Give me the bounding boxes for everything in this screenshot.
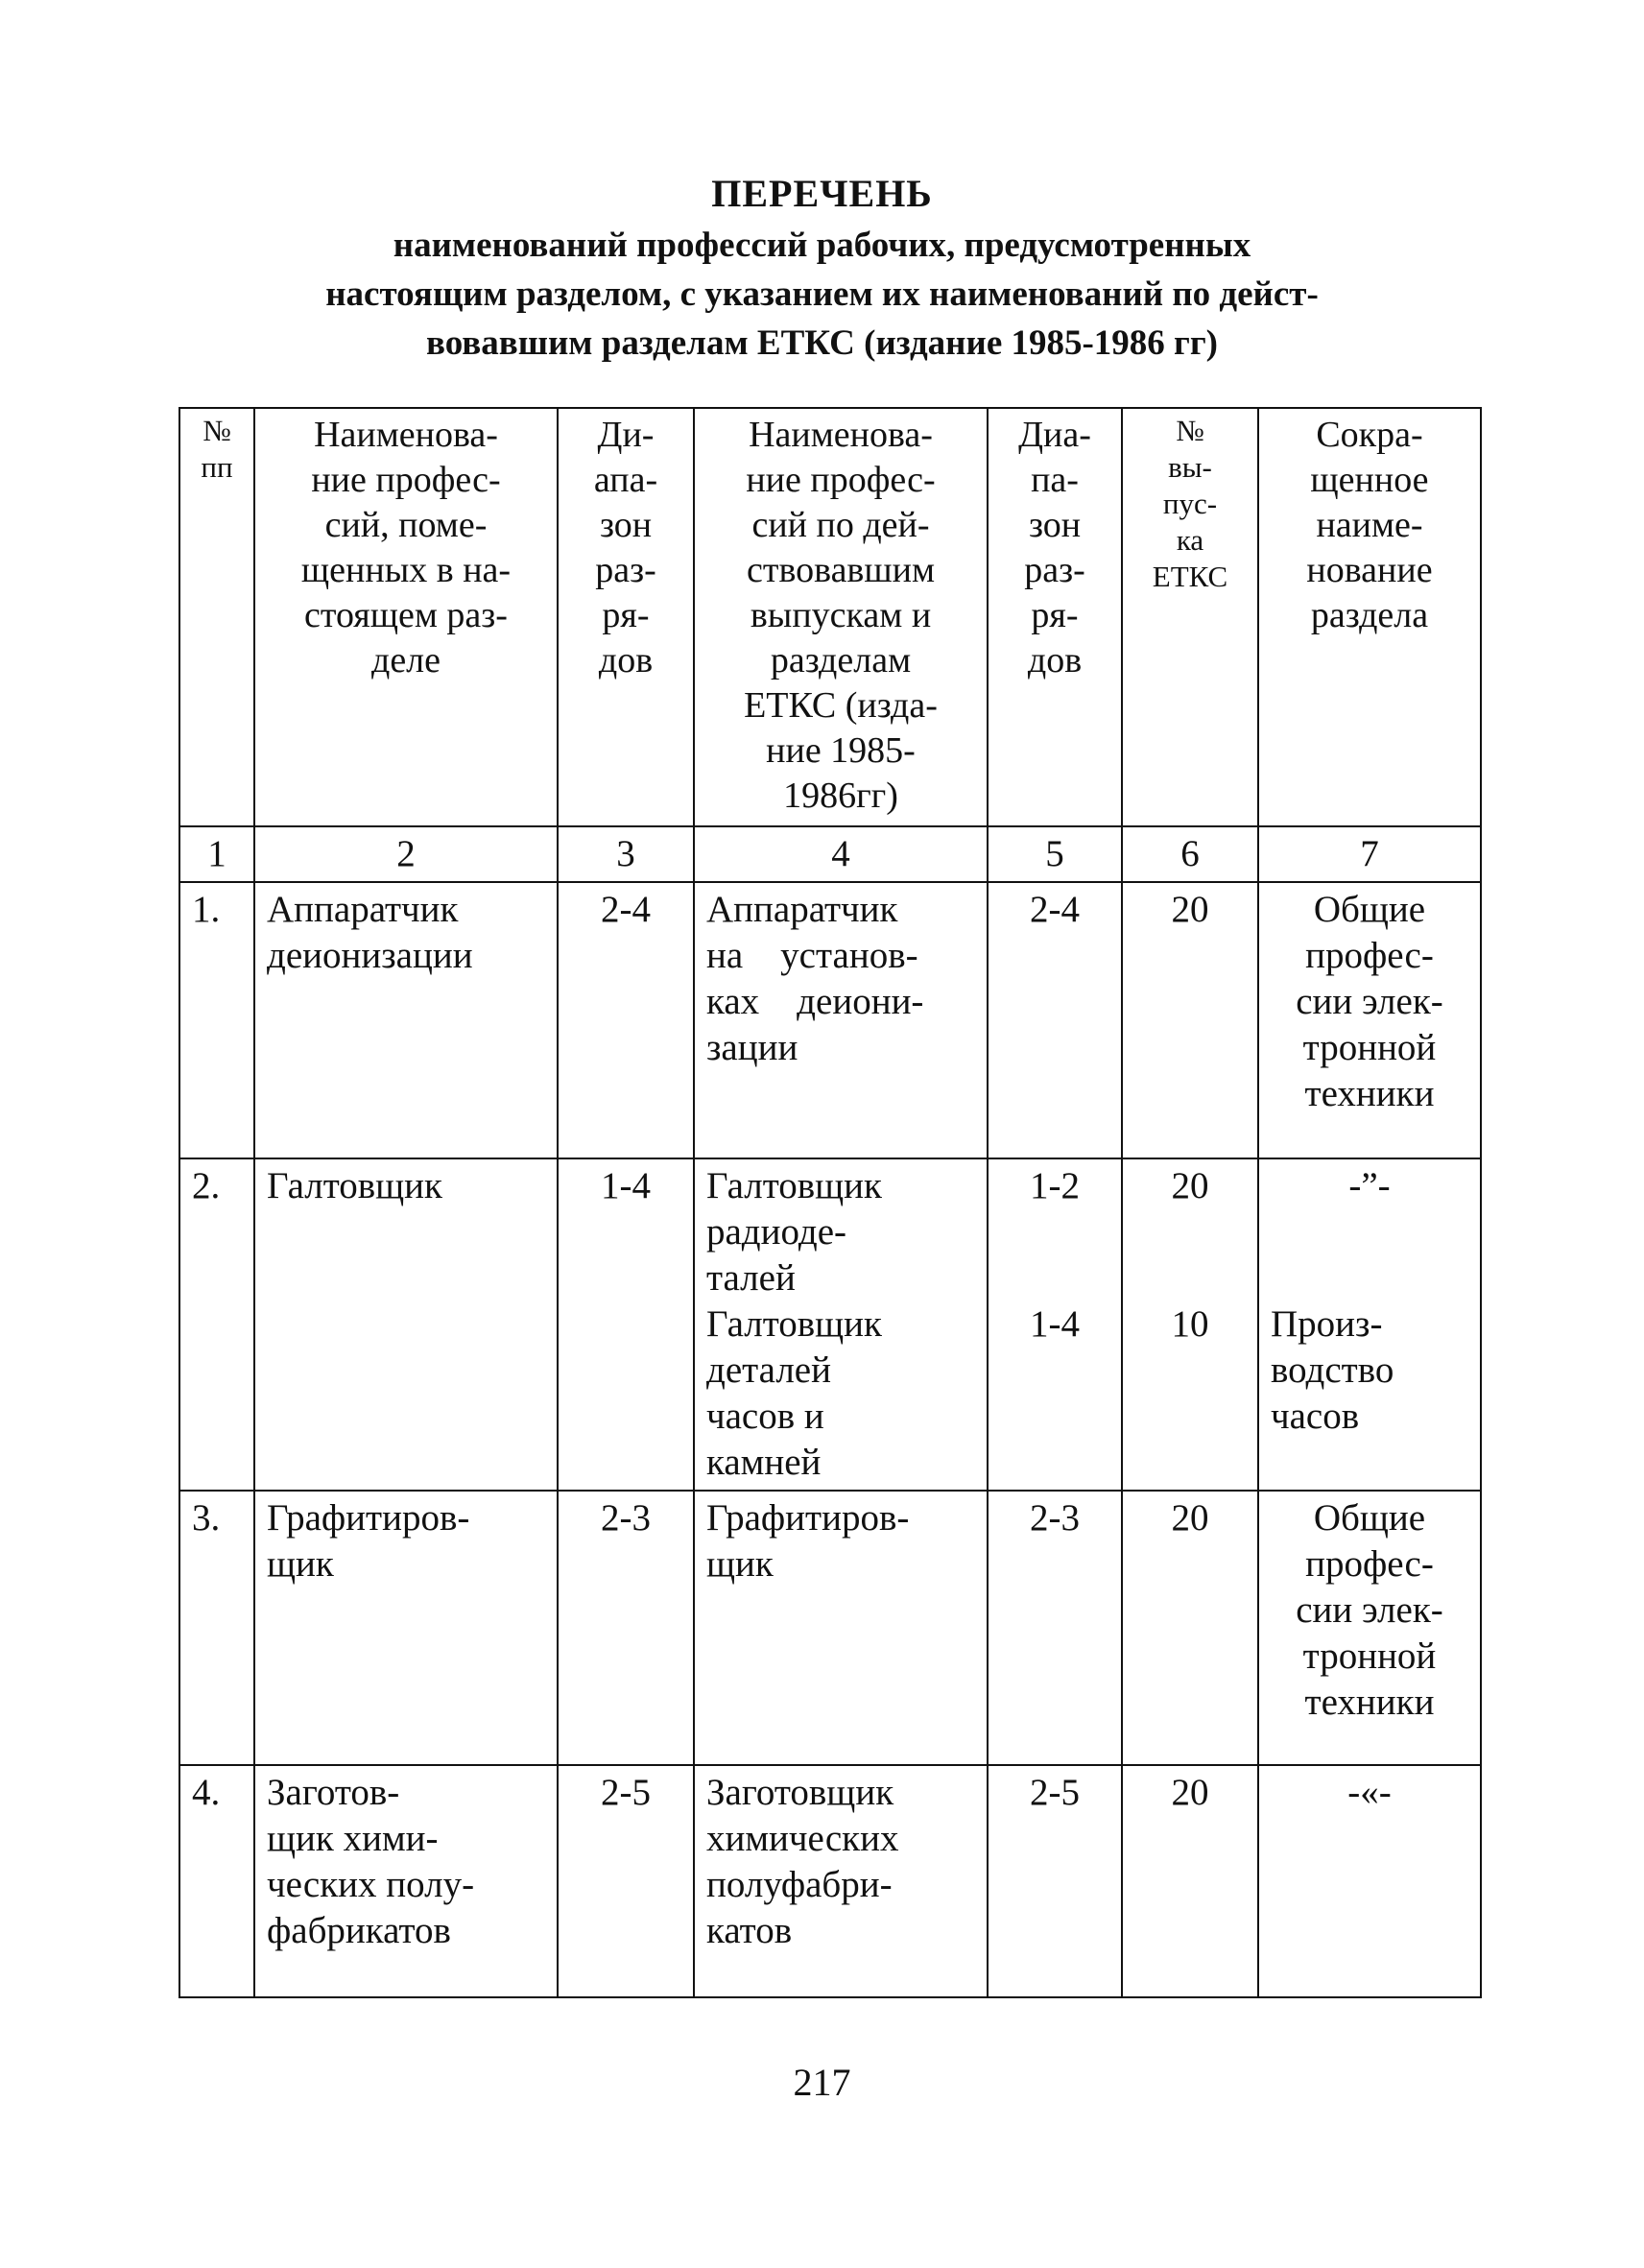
header-cell	[1122, 408, 1258, 826]
etks-issue: 20	[1122, 882, 1258, 1158]
header-cell	[1258, 408, 1481, 826]
column-number: 1	[179, 826, 254, 882]
grade-range: 1-4	[558, 1158, 694, 1491]
section-name-text: Общие профес- сии элек- тронной техники	[1296, 889, 1443, 1114]
column-number: 7	[1258, 826, 1481, 882]
column-number: 4	[694, 826, 988, 882]
profession-name-text: Графитиров- щик	[267, 1497, 470, 1585]
section-name-text: -”-	[1348, 1165, 1391, 1206]
header-text: Диа- па- зон раз- ря- дов	[1018, 415, 1091, 680]
old-profession-name-text: Галтовщик радиоде- талей	[706, 1165, 882, 1299]
profession-name	[254, 1491, 558, 1765]
header-text: Ди- апа- зон раз- ря- дов	[593, 415, 658, 680]
professions-table	[179, 407, 1482, 1998]
section-name	[1258, 882, 1481, 1158]
table-row	[179, 882, 1481, 1158]
profession-name	[254, 882, 558, 1158]
row-number: 3.	[179, 1491, 254, 1765]
old-grade-range	[988, 1158, 1122, 1491]
section-name-text: -«-	[1347, 1772, 1392, 1813]
table-row	[179, 1765, 1481, 1997]
row-number: 4.	[179, 1765, 254, 1997]
column-number: 3	[558, 826, 694, 882]
etks-issue	[1122, 1158, 1258, 1491]
grade-range: 2-3	[558, 1491, 694, 1765]
subtitle-line-3: вовавшим разделам ЕТКС (издание 1985-1986 гг)	[425, 323, 1218, 363]
document-title: ПЕРЕЧЕНЬ	[711, 172, 933, 215]
etks-issue: 20	[1122, 1765, 1258, 1997]
column-number: 5	[988, 826, 1122, 882]
column-number-row	[179, 826, 1481, 882]
table-row	[179, 1491, 1481, 1765]
old-profession-name-text: Заготовщик химических полуфабри- катов	[706, 1772, 899, 1951]
header-text: Наименова- ние профес- сий, поме- щенных в на- стоящем раз- деле	[300, 415, 512, 680]
etks-issue: 20	[1122, 1491, 1258, 1765]
old-grade-range-value: 1-2	[1030, 1165, 1080, 1206]
table-row	[179, 1158, 1481, 1491]
header-cell	[179, 408, 254, 826]
header-cell	[254, 408, 558, 826]
profession-name-text: Заготов- щик хими- ческих полу- фабрикатов	[267, 1772, 475, 1951]
profession-name	[254, 1765, 558, 1997]
old-grade-range: 2-5	[988, 1765, 1122, 1997]
grade-range: 2-4	[558, 882, 694, 1158]
old-profession-name-text: Галтовщик деталей часов и камней	[706, 1303, 882, 1483]
old-profession-name-text: Графитиров- щик	[706, 1497, 910, 1585]
table-header-row	[179, 408, 1481, 826]
grade-range: 2-5	[558, 1765, 694, 1997]
old-profession-name	[694, 1158, 988, 1491]
header-text: Наименова- ние профес- сий по дей- ствовавшим выпускам и разделам ЕТКС (изда- ние 1985- 1986гг)	[744, 415, 938, 816]
subtitle-line-2: настоящим разделом, с указанием их наименований по дейст-	[325, 275, 1319, 314]
row-number: 1.	[179, 882, 254, 1158]
header-cell	[988, 408, 1122, 826]
old-profession-name	[694, 882, 988, 1158]
section-name	[1258, 1491, 1481, 1765]
old-profession-name	[694, 1765, 988, 1997]
old-grade-range-value: 1-4	[1030, 1303, 1080, 1345]
old-profession-name	[694, 1491, 988, 1765]
header-text: Сокра- щенное наиме- нование раздела	[1306, 415, 1433, 635]
header-cell	[694, 408, 988, 826]
section-name-text: Произ- водство часов	[1271, 1303, 1394, 1437]
old-grade-range: 2-3	[988, 1491, 1122, 1765]
column-number: 2	[254, 826, 558, 882]
header-text: № пп	[201, 414, 233, 484]
old-profession-name-text: Аппаратчик на установ- ках деиони- зации	[706, 889, 924, 1068]
profession-name	[254, 1158, 558, 1491]
header-text: № вы- пус- ка ЕТКС	[1152, 414, 1228, 593]
old-grade-range: 2-4	[988, 882, 1122, 1158]
header-cell	[558, 408, 694, 826]
page-number: 217	[793, 2061, 851, 2104]
section-name	[1258, 1158, 1481, 1491]
etks-issue-value: 20	[1171, 1165, 1209, 1206]
section-name	[1258, 1765, 1481, 1997]
etks-issue-value: 10	[1171, 1303, 1209, 1345]
subtitle-line-1: наименований профессий рабочих, предусмотренных	[393, 226, 1251, 265]
column-number: 6	[1122, 826, 1258, 882]
section-name-text: Общие профес- сии элек- тронной техники	[1296, 1497, 1443, 1723]
profession-name-text: Аппаратчик деионизации	[267, 889, 473, 976]
row-number: 2.	[179, 1158, 254, 1491]
profession-name-text: Галтовщик	[267, 1165, 442, 1206]
